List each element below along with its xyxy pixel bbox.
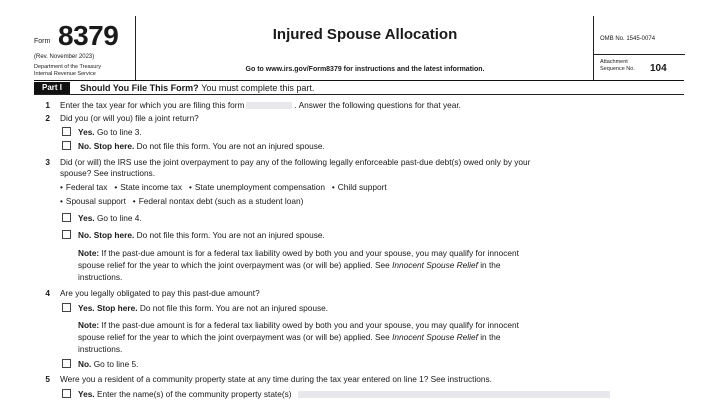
form-word: Form xyxy=(34,38,51,45)
attachment-word: Attachment xyxy=(600,59,628,65)
q3-text-1: Did (or will) the IRS use the joint overpayment to pay any of the following legally enforceable past-due debt(s) owed only by your xyxy=(60,157,531,167)
q1-text-after: . Answer the following questions for that year. xyxy=(294,100,461,110)
form-number: 8379 xyxy=(58,20,119,51)
q2-yes-row xyxy=(78,127,142,137)
community-property-states-field[interactable] xyxy=(298,391,610,398)
q2-no-stop: Stop here. xyxy=(93,141,135,151)
q3-text-2: spouse? See instructions. xyxy=(60,168,156,178)
q3-note-2a: spouse relief for the year to which the joint overpayment was (or will be) applied. See xyxy=(78,260,390,270)
q4-note-2b: in the xyxy=(480,332,501,342)
q3-yes-row xyxy=(78,213,142,223)
q2-yes-checkbox[interactable] xyxy=(62,127,71,136)
tax-year-field[interactable] xyxy=(246,102,292,109)
q2-yes-label: Yes. xyxy=(78,127,95,137)
part1-title-row xyxy=(80,82,314,94)
q3-debts-row-2 xyxy=(60,196,303,206)
q3-yes-label: Yes. xyxy=(78,213,95,223)
q1-number: 1 xyxy=(45,100,50,110)
omb-number: OMB No. 1545-0074 xyxy=(600,36,656,42)
q5-yes-checkbox[interactable] xyxy=(62,389,71,398)
q3-note-italic: Innocent Spouse Relief xyxy=(392,260,478,270)
debt-item: • Federal tax xyxy=(60,182,107,192)
debt-item: • Federal nontax debt (such as a student loan) xyxy=(133,196,304,206)
header-divider xyxy=(34,80,684,81)
q5-yes-row xyxy=(78,389,610,399)
q3-note-label: Note: xyxy=(78,248,100,258)
q4-note-line-1 xyxy=(78,320,519,330)
form-title-block xyxy=(137,16,593,80)
q3-debts-row-1 xyxy=(60,182,387,192)
q4-yes-row xyxy=(78,303,328,313)
q2-no-label: No. xyxy=(78,141,92,151)
q4-note-italic: Innocent Spouse Relief xyxy=(392,332,478,342)
q5-yes-text: Enter the name(s) of the community property state(s) xyxy=(96,389,292,399)
form-id-block xyxy=(34,16,136,80)
q4-yes-stop: Stop here. xyxy=(96,303,138,313)
q2-no-text: Do not file this form. You are not an injured spouse. xyxy=(136,141,325,151)
service-name: Internal Revenue Service xyxy=(34,70,96,77)
q4-no-label: No. xyxy=(78,359,92,369)
q2-number: 2 xyxy=(45,113,50,123)
debt-item: • State income tax xyxy=(114,182,182,192)
debt-item: • State unemployment compensation xyxy=(189,182,325,192)
sequence-number: 104 xyxy=(650,63,667,74)
q4-no-row xyxy=(78,359,138,369)
part1-label: Part I xyxy=(34,82,70,94)
debt-item: • Child support xyxy=(332,182,387,192)
q4-note-3: instructions. xyxy=(78,344,123,354)
q4-note-1: If the past-due amount is for a federal tax liability owed by both you and your spouse, you may qualify for innocent xyxy=(101,320,519,330)
form-department xyxy=(34,64,134,77)
part1-subtitle: You must complete this part. xyxy=(201,83,315,93)
q1-row xyxy=(60,100,461,110)
q3-yes-text: Go to line 4. xyxy=(96,213,142,223)
q2-no-row xyxy=(78,141,325,151)
q3-note-3: instructions. xyxy=(78,272,123,282)
part1-header xyxy=(34,82,684,95)
q3-note-1: If the past-due amount is for a federal tax liability owed by both you and your spouse, you may qualify for innocent xyxy=(101,248,519,258)
q4-note-2a: spouse relief for the year to which the joint overpayment was (or will be) applied. See xyxy=(78,332,390,342)
q3-number: 3 xyxy=(45,157,50,167)
q3-note-2b: in the xyxy=(480,260,501,270)
q3-no-stop: Stop here. xyxy=(93,230,135,240)
q5-yes-label: Yes. xyxy=(78,389,95,399)
q5-text: Were you a resident of a community property state at any time during the tax year entered on line 1? See instructions. xyxy=(60,374,492,384)
q3-no-row xyxy=(78,230,325,240)
form-revision: (Rev. November 2023) xyxy=(34,54,95,60)
department-name: Department of the Treasury xyxy=(34,64,101,70)
q4-yes-checkbox[interactable] xyxy=(62,303,71,312)
q3-yes-checkbox[interactable] xyxy=(62,213,71,222)
debt-item: • Spousal support xyxy=(60,196,126,206)
q2-text: Did you (or will you) file a joint return? xyxy=(60,113,199,123)
q3-note-line-2 xyxy=(78,260,500,270)
q1-text: Enter the tax year for which you are filing this form xyxy=(60,100,245,110)
q4-no-checkbox[interactable] xyxy=(62,359,71,368)
part1-title: Should You File This Form? xyxy=(80,83,199,93)
attachment-label xyxy=(600,59,635,73)
omb-block xyxy=(593,16,684,80)
form-header xyxy=(34,16,684,80)
q5-number: 5 xyxy=(45,374,50,384)
q4-note-label: Note: xyxy=(78,320,100,330)
q4-note-line-2 xyxy=(78,332,500,342)
q4-yes-label: Yes. xyxy=(78,303,95,313)
q4-text: Are you legally obligated to pay this past-due amount? xyxy=(60,288,260,298)
q4-yes-text: Do not file this form. You are not an injured spouse. xyxy=(139,303,329,313)
form-title: Injured Spouse Allocation xyxy=(272,26,458,43)
omb-divider xyxy=(594,54,685,55)
q2-no-checkbox[interactable] xyxy=(62,141,71,150)
q2-yes-text: Go to line 3. xyxy=(96,127,142,137)
q4-no-text: Go to line 5. xyxy=(93,359,139,369)
sequence-label: Sequence No. xyxy=(600,66,635,72)
q3-no-text: Do not file this form. You are not an injured spouse. xyxy=(136,230,325,240)
q3-no-checkbox[interactable] xyxy=(62,230,71,239)
q3-note-line-1 xyxy=(78,248,519,258)
q3-no-label: No. xyxy=(78,230,92,240)
instructions-link-text: Go to www.irs.gov/Form8379 for instructions and the latest information. xyxy=(245,66,485,73)
q4-number: 4 xyxy=(45,288,50,298)
